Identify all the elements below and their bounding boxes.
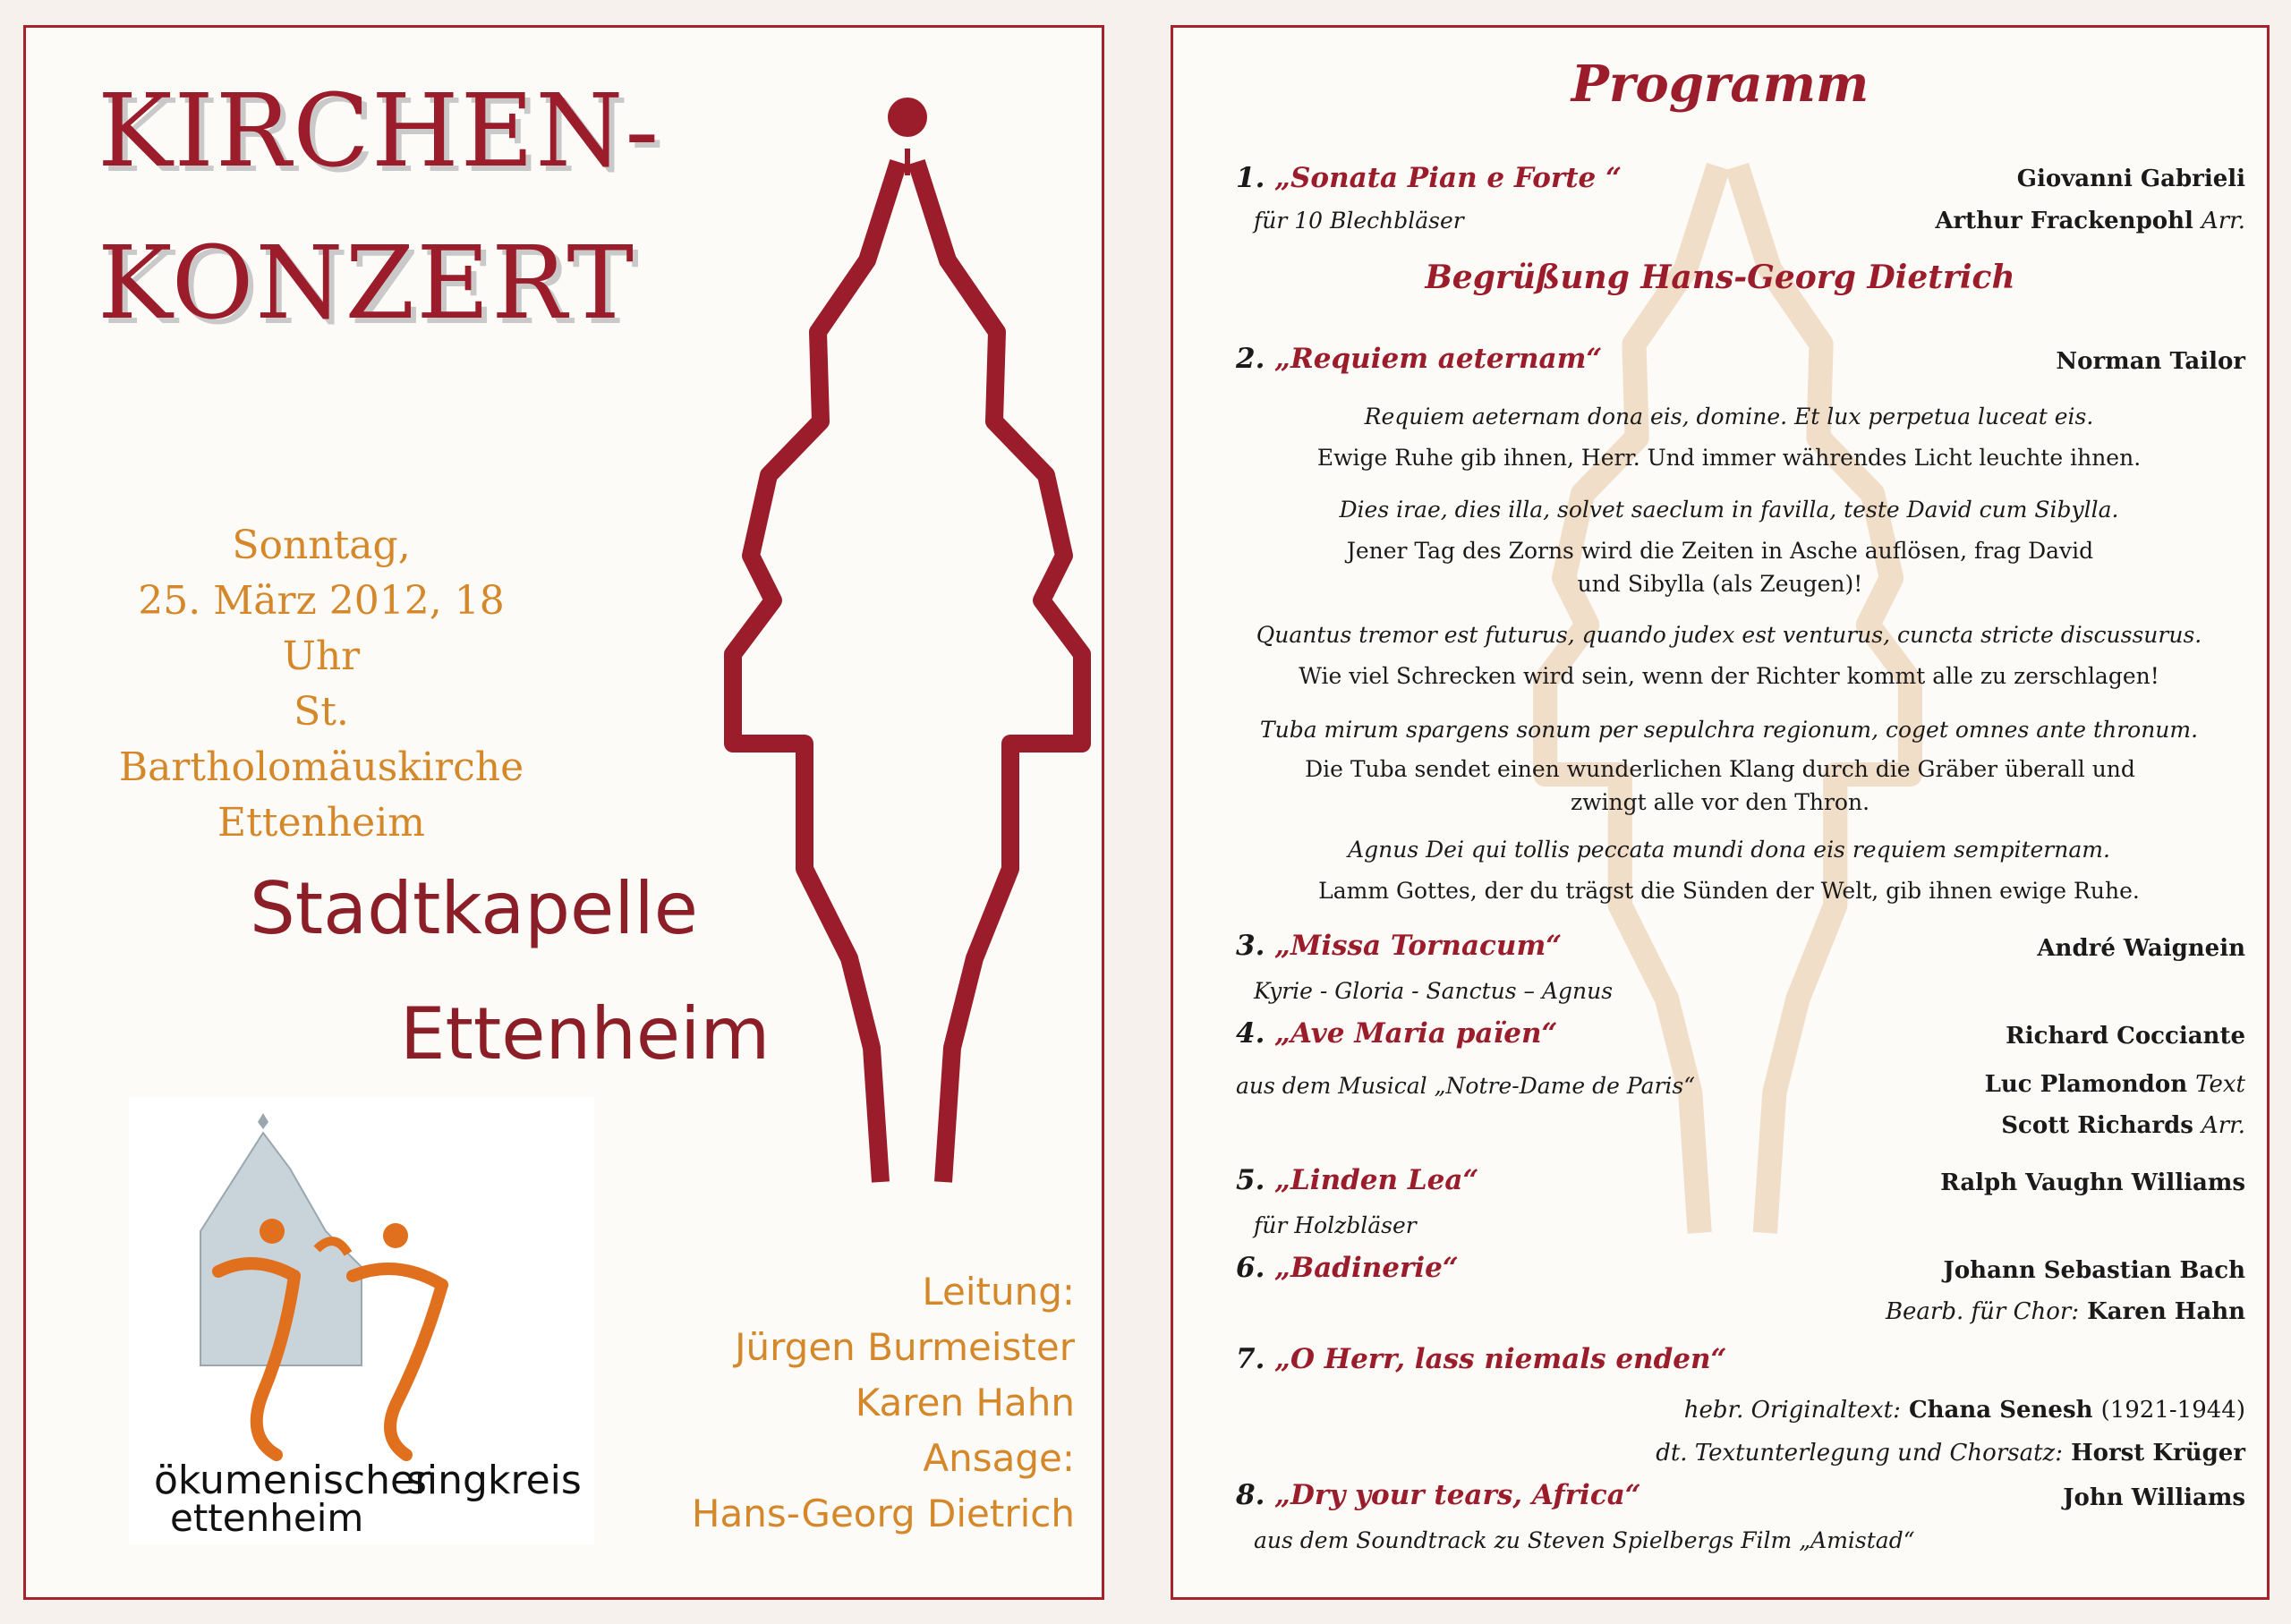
event-date-block: [115, 518, 527, 851]
item-arranger: [1886, 1298, 2245, 1325]
lyricist-name: Chana Senesh: [1908, 1397, 2093, 1424]
item-number: 6.: [1236, 1252, 1265, 1284]
item-number: 5.: [1236, 1164, 1265, 1196]
item-composer: Richard Cocciante: [2006, 1023, 2245, 1050]
lyric-german: Jener Tag des Zorns wird die Zeiten in Asche auflösen, frag David und Sibylla (als Zeugen)!: [1346, 538, 2094, 597]
arranger-role: dt. Textunterlegung und Chorsatz:: [1656, 1440, 2063, 1467]
arranger-name: Karen Hahn: [2087, 1298, 2245, 1325]
church-spire-graphic: [715, 64, 1118, 1245]
logo-text-line-1: ökumenischer: [154, 1458, 431, 1503]
item-subtitle: aus dem Soundtrack zu Steven Spielbergs Film „Amistad“: [1254, 1527, 1915, 1553]
lyricist-dates: (1921-1944): [2100, 1397, 2245, 1424]
lyricist-role: hebr. Originaltext:: [1683, 1397, 1901, 1424]
item-title: „Ave Maria païen“: [1274, 1017, 1558, 1050]
item-number: 3.: [1236, 930, 1265, 962]
item-number: 8.: [1236, 1479, 1265, 1511]
logo-text-line-2: singkreis: [406, 1458, 582, 1503]
item-composer: John Williams: [2063, 1484, 2245, 1511]
date-line: Ettenheim: [217, 800, 426, 846]
front-page: [23, 25, 1104, 1600]
greeting-line: Begrüßung Hans-Georg Dietrich: [1425, 259, 2015, 296]
item-subtitle: aus dem Musical „Notre-Dame de Paris“: [1236, 1073, 1696, 1099]
arranger-role: Arr.: [2201, 1112, 2245, 1139]
date-line: Sonntag,: [232, 523, 411, 568]
item-title: „Missa Tornacum“: [1274, 930, 1563, 962]
arranger-name: Scott Richards: [2001, 1112, 2193, 1139]
date-line: St. Bartholomäuskirche: [118, 689, 524, 790]
item-title: „Sonata Pian e Forte “: [1274, 162, 1622, 194]
program-item-8: [1236, 1479, 1641, 1511]
item-title: „Dry your tears, Africa“: [1274, 1479, 1641, 1511]
lyric-latin: Quantus tremor est futurus, quando judex est venturus, cuncta stricte discussurus.: [1256, 622, 2202, 648]
logo-text-line-3: ettenheim: [170, 1496, 364, 1540]
lyricist-role: Text: [2195, 1071, 2245, 1098]
program-title: Programm: [1571, 55, 1869, 114]
lyric-german: Wie viel Schrecken wird sein, wenn der Richter kommt alle zu zerschlagen!: [1299, 663, 2159, 689]
item-composer: Giovanni Gabrieli: [2016, 166, 2245, 192]
item-composer: Norman Tailor: [2056, 348, 2245, 375]
item-title: „O Herr, lass niemals enden“: [1274, 1343, 1727, 1375]
lyric-german: Die Tuba sendet einen wunderlichen Klang durch die Gräber überall und zwingt alle vor den Thron.: [1305, 756, 2135, 815]
program-item-2: [1236, 343, 1602, 375]
program-item-7: [1236, 1343, 1726, 1375]
credits-block: [692, 1264, 1075, 1542]
credits-name: Karen Hahn: [855, 1381, 1075, 1424]
program-item-3: [1236, 930, 1562, 962]
item-title: „Badinerie“: [1274, 1252, 1459, 1284]
item-number: 4.: [1236, 1017, 1265, 1050]
arranger-role: Arr.: [2201, 208, 2245, 234]
credits-name: Hans-Georg Dietrich: [691, 1492, 1075, 1535]
lyric-german: Lamm Gottes, der du trägst die Sünden der Welt, gib ihnen ewige Ruhe.: [1318, 878, 2140, 904]
program-item-6: [1236, 1252, 1459, 1284]
item-subtitle: für Holzbläser: [1254, 1212, 1417, 1238]
arranger-role: Bearb. für Chor:: [1885, 1298, 2080, 1325]
lyric-german: Ewige Ruhe gib ihnen, Herr. Und immer währendes Licht leuchte ihnen.: [1316, 445, 2142, 471]
band-name-line-1: Stadtkapelle: [250, 867, 698, 950]
item-subtitle: für 10 Blechbläser: [1254, 208, 1464, 234]
arranger-name: Horst Krüger: [2071, 1440, 2245, 1467]
band-name-line-2: Ettenheim: [400, 992, 771, 1076]
item-composer: Ralph Vaughn Williams: [1940, 1169, 2245, 1196]
singkreis-logo: [129, 1097, 594, 1544]
title-line-1: KIRCHEN-: [98, 73, 661, 190]
item-composer: André Waignein: [2037, 935, 2245, 962]
item-title: „Requiem aeternam“: [1274, 343, 1603, 375]
item-arranger: [2001, 1112, 2245, 1139]
arranger-name: Arthur Frackenpohl: [1935, 208, 2193, 234]
item-number: 1.: [1236, 162, 1265, 194]
item-lyricist: [1985, 1071, 2245, 1098]
credits-label: Leitung:: [922, 1270, 1075, 1314]
item-lyricist: [1684, 1397, 2245, 1424]
item-number: 7.: [1236, 1343, 1265, 1375]
lyric-latin: Requiem aeternam dona eis, domine. Et lux perpetua luceat eis.: [1364, 404, 2094, 429]
credits-label: Ansage:: [923, 1436, 1075, 1480]
title-line-2: KONZERT: [98, 225, 636, 342]
credits-name: Jürgen Burmeister: [735, 1325, 1075, 1369]
item-number: 2.: [1236, 343, 1265, 375]
item-title: „Linden Lea“: [1274, 1164, 1479, 1196]
date-line: 25. März 2012, 18 Uhr: [138, 578, 505, 679]
item-arranger: [1656, 1440, 2245, 1467]
program-page: [1171, 25, 2270, 1600]
lyricist-name: Luc Plamondon: [1984, 1071, 2188, 1098]
item-composer: Johann Sebastian Bach: [1943, 1257, 2245, 1284]
program-item-1: [1236, 162, 1622, 194]
lyric-latin: Dies irae, dies illa, solvet saeclum in favilla, teste David cum Sibylla.: [1339, 497, 2119, 523]
item-arranger: [1935, 208, 2245, 234]
program-item-5: [1236, 1164, 1478, 1196]
lyric-latin: Agnus Dei qui tollis peccata mundi dona eis requiem sempiternam.: [1348, 837, 2110, 863]
spire-ball-icon: [888, 98, 927, 137]
item-subtitle: Kyrie - Gloria - Sanctus – Agnus: [1254, 978, 1614, 1004]
program-item-4: [1236, 1017, 1557, 1050]
lyric-latin: Tuba mirum spargens sonum per sepulchra regionum, coget omnes ante thronum.: [1259, 717, 2199, 743]
